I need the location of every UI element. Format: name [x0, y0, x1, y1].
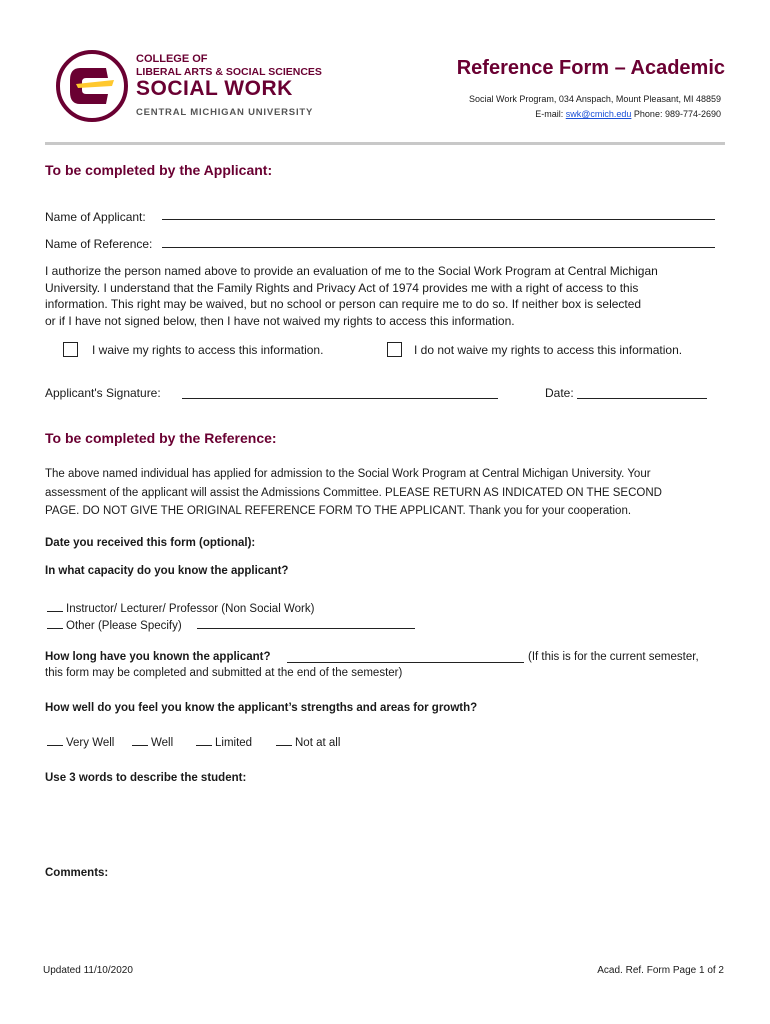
logo-line-social-work: SOCIAL WORK — [136, 77, 293, 100]
how-long-input[interactable] — [287, 662, 524, 663]
waive-rights-checkbox[interactable] — [63, 342, 78, 357]
how-long-question: How long have you known the applicant? — [45, 651, 271, 663]
program-address: Social Work Program, 034 Anspach, Mount Pleasant, MI 48859 — [469, 94, 721, 104]
authorization-line: University. I understand that the Family Rights and Privacy Act of 1974 provides me with a right of access to this — [45, 280, 639, 295]
rating-blank[interactable] — [276, 733, 292, 746]
contact-line — [535, 109, 721, 119]
logo-line-college-of: COLLEGE OF — [136, 53, 208, 65]
capacity-question: In what capacity do you know the applicant? — [45, 565, 289, 577]
how-well-option[interactable] — [47, 733, 132, 749]
not-waive-rights-checkbox[interactable] — [387, 342, 402, 357]
how-well-option-label: Well — [151, 737, 174, 749]
signature-input[interactable] — [182, 398, 498, 399]
email-link[interactable]: swk@cmich.edu — [565, 109, 632, 119]
intro-line: The above named individual has applied for admission to the Social Work Program at Central Michigan University. Your — [45, 468, 651, 480]
footer-page-number: Acad. Ref. Form Page 1 of 2 — [597, 965, 724, 976]
how-well-question: How well do you feel you know the applicant’s strengths and areas for growth? — [45, 702, 478, 714]
capacity-option-instructor[interactable] — [47, 599, 314, 615]
authorization-line: I authorize the person named above to provide an evaluation of me to the Social Work Program at Central Michigan — [45, 264, 658, 278]
how-well-option-label: Limited — [215, 737, 253, 749]
how-well-option-label: Very Well — [66, 737, 115, 749]
authorization-line: or if I have not signed below, then I have not waived my rights to access this information. — [45, 313, 515, 328]
other-specify-input[interactable] — [197, 628, 415, 629]
cmu-c-mark-icon — [56, 50, 128, 122]
how-well-option-label: Not at all — [295, 737, 341, 749]
rating-blank[interactable] — [47, 733, 63, 746]
name-of-reference-input[interactable] — [162, 247, 715, 248]
capacity-option-label: Instructor/ Lecturer/ Professor (Non Social Work) — [66, 603, 315, 615]
intro-line: PAGE. DO NOT GIVE THE ORIGINAL REFERENCE FORM TO THE APPLICANT. Thank you for your cooperation. — [45, 505, 632, 517]
intro-line: assessment of the applicant will assist the Admissions Committee. PLEASE RETURN AS INDICATED ON THE SECOND — [45, 486, 662, 499]
rating-blank[interactable] — [196, 733, 212, 746]
three-words-label: Use 3 words to describe the student: — [45, 772, 247, 784]
date-label: Date: — [545, 386, 574, 400]
phone-text: Phone: 989-774-2690 — [633, 109, 721, 119]
how-long-note-2: this form may be completed and submitted at the end of the semester) — [45, 667, 403, 679]
authorization-paragraph — [45, 263, 735, 329]
college-logo — [56, 50, 322, 122]
rating-blank[interactable] — [132, 733, 148, 746]
applicant-section-title: To be completed by the Applicant: — [45, 162, 273, 178]
how-well-option[interactable] — [276, 733, 340, 749]
name-of-reference-label: Name of Reference: — [45, 237, 153, 251]
capacity-blank[interactable] — [47, 599, 63, 612]
capacity-option-label: Other (Please Specify) — [66, 620, 182, 632]
logo-line-cmu: CENTRAL MICHIGAN UNIVERSITY — [136, 107, 314, 118]
how-well-option[interactable] — [132, 733, 196, 749]
email-label: E-mail: — [535, 109, 566, 119]
capacity-option-other[interactable] — [47, 616, 182, 632]
date-input[interactable] — [577, 398, 707, 399]
authorization-line: information. This right may be waived, but no school or person can require me to do so. If neither box is selected — [45, 297, 642, 311]
reference-section-title: To be completed by the Reference: — [45, 430, 277, 446]
date-received-label: Date you received this form (optional): — [45, 537, 256, 549]
reference-intro-paragraph — [45, 465, 735, 521]
form-title: Reference Form – Academic — [456, 57, 725, 79]
header-divider — [45, 142, 725, 145]
comments-label: Comments: — [45, 867, 109, 879]
waive-rights-label: I waive my rights to access this information. — [92, 343, 324, 357]
name-of-applicant-input[interactable] — [162, 219, 715, 220]
capacity-blank[interactable] — [47, 616, 63, 629]
how-well-option[interactable] — [196, 733, 276, 749]
signature-label: Applicant's Signature: — [45, 386, 161, 400]
how-well-options — [47, 733, 340, 749]
logo-line-liberal-arts: LIBERAL ARTS & SOCIAL SCIENCES — [136, 66, 322, 78]
how-long-note: (If this is for the current semester, — [528, 651, 699, 663]
footer-updated: Updated 11/10/2020 — [43, 965, 133, 976]
name-of-applicant-label: Name of Applicant: — [45, 210, 146, 224]
not-waive-rights-label: I do not waive my rights to access this information. — [414, 343, 683, 357]
